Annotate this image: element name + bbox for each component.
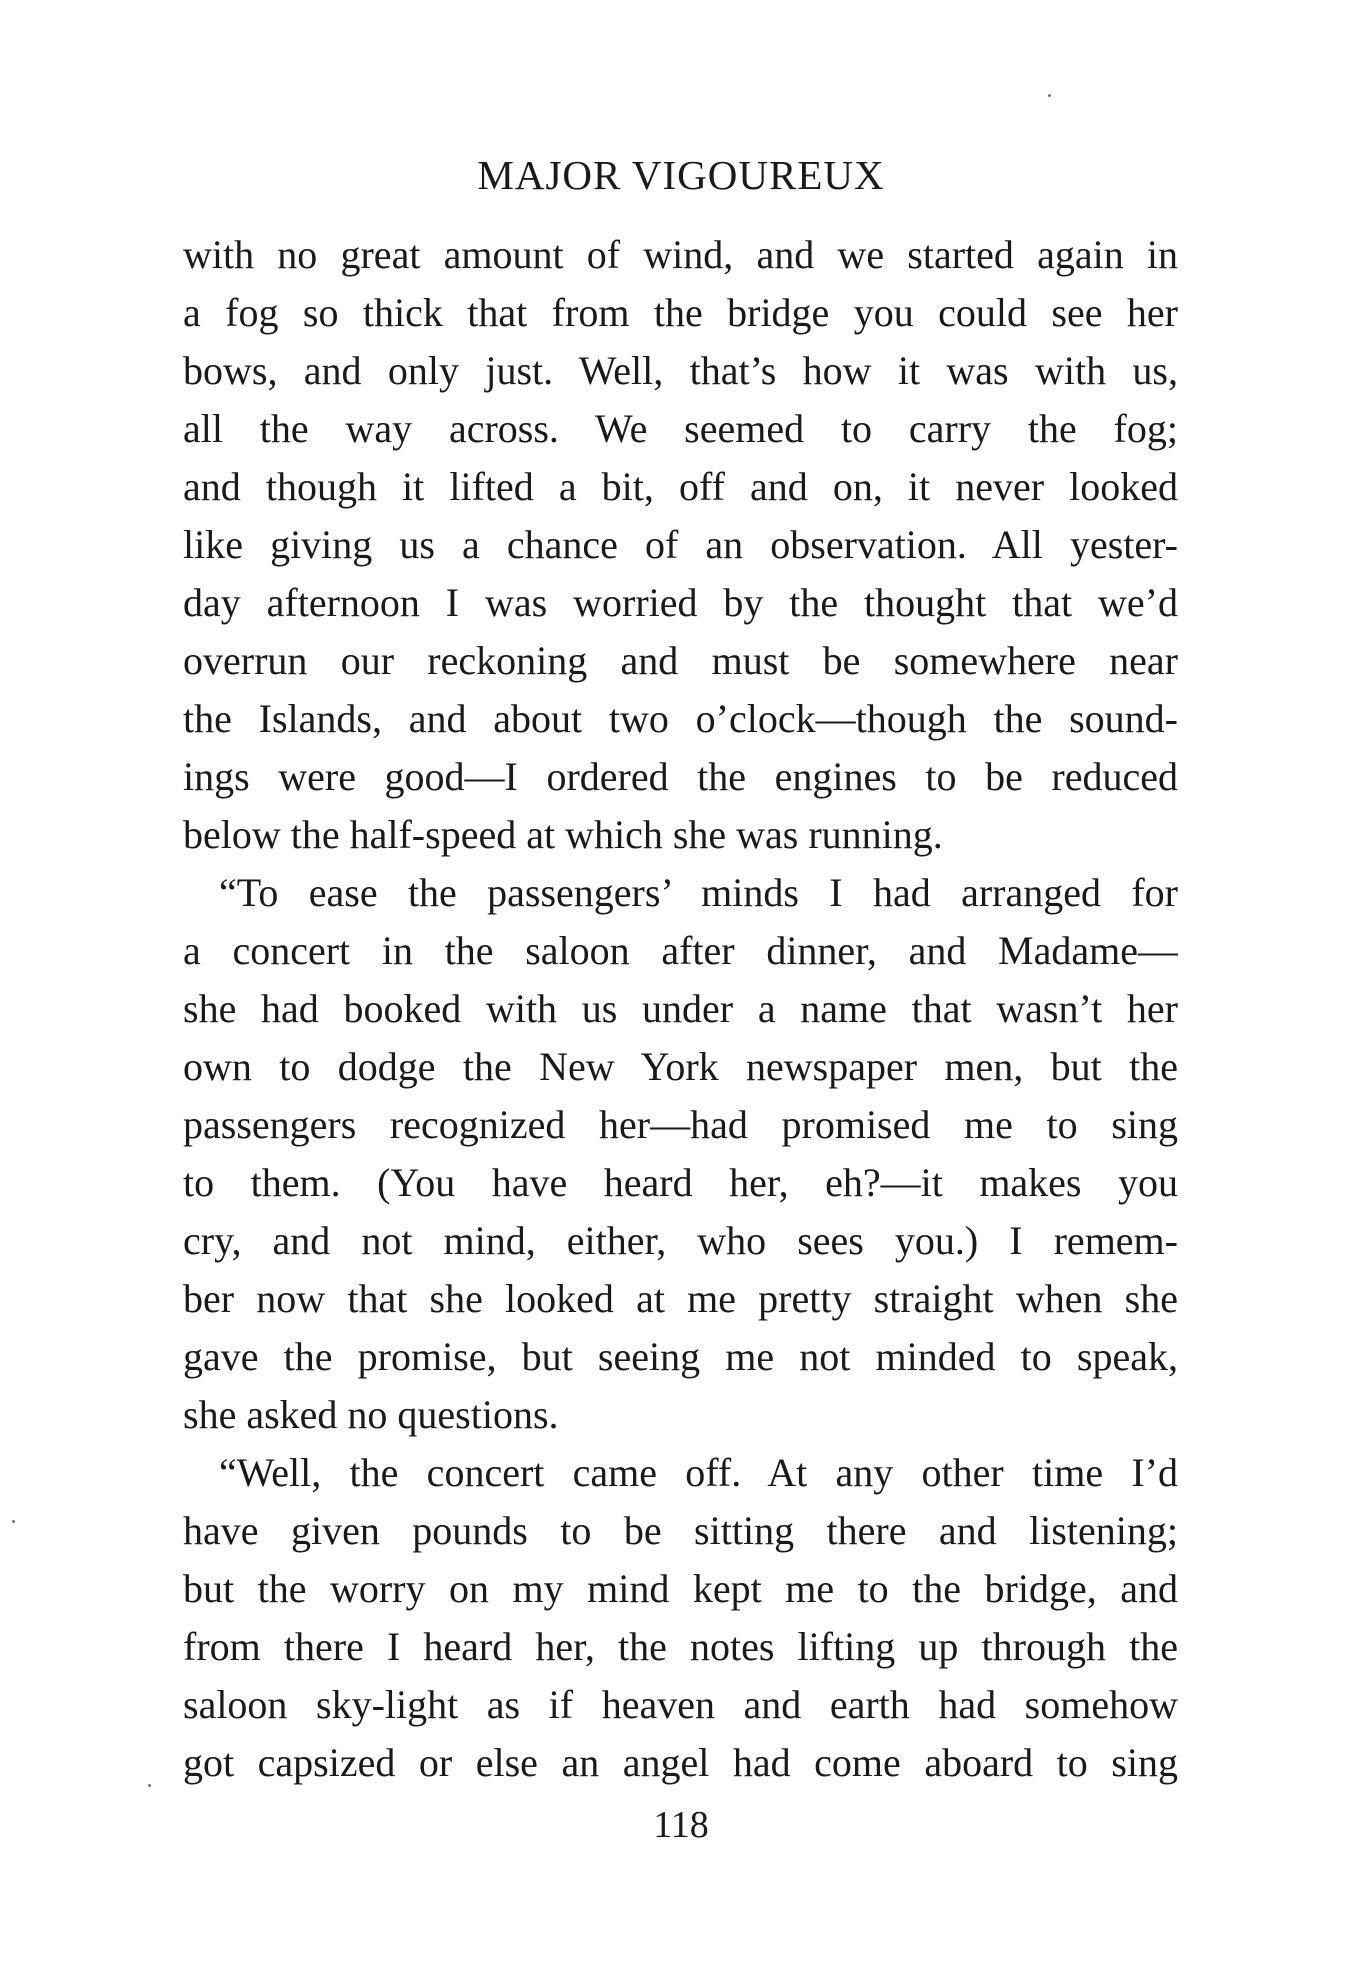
text-line: like giving us a chance of an observation. All yester- xyxy=(183,522,1178,567)
body-text xyxy=(183,226,1178,1792)
text-line: a fog so thick that from the bridge you could see her xyxy=(183,290,1178,335)
text-line: she asked no questions. xyxy=(183,1392,559,1437)
text-line: gave the promise, but seeing me not minded to speak, xyxy=(183,1334,1178,1379)
paper-speck xyxy=(12,1520,15,1523)
paper-speck xyxy=(148,1784,151,1787)
text-line: passengers recognized her—had promised me to sing xyxy=(183,1102,1178,1147)
text-line: cry, and not mind, either, who sees you.) I remem- xyxy=(183,1218,1178,1263)
text-line: day afternoon I was worried by the thought that we’d xyxy=(183,580,1178,625)
text-line: below the half-speed at which she was running. xyxy=(183,812,943,857)
text-line: but the worry on my mind kept me to the bridge, and xyxy=(183,1566,1178,1611)
text-line: overrun our reckoning and must be somewhere near xyxy=(183,638,1178,683)
text-line: got capsized or else an angel had come aboard to sing xyxy=(183,1740,1178,1785)
running-head: MAJOR VIGOUREUX xyxy=(477,152,885,198)
text-line: and though it lifted a bit, off and on, it never looked xyxy=(183,464,1178,509)
text-line: all the way across. We seemed to carry the fog; xyxy=(183,406,1178,451)
text-line: she had booked with us under a name that wasn’t her xyxy=(183,986,1178,1031)
text-line: from there I heard her, the notes lifting up through the xyxy=(183,1624,1178,1669)
text-line: have given pounds to be sitting there and listening; xyxy=(183,1508,1178,1553)
text-line: to them. (You have heard her, eh?—it makes you xyxy=(183,1160,1178,1205)
paper-speck xyxy=(1048,94,1051,97)
text-line: a concert in the saloon after dinner, and Madame— xyxy=(183,928,1178,973)
text-line: bows, and only just. Well, that’s how it was with us, xyxy=(183,348,1178,393)
text-line: own to dodge the New York newspaper men, but the xyxy=(183,1044,1178,1089)
text-line: with no great amount of wind, and we started again in xyxy=(183,232,1178,277)
page-number: 118 xyxy=(653,1804,709,1846)
text-line: the Islands, and about two o’clock—though the sound- xyxy=(183,696,1178,741)
text-line: saloon sky-light as if heaven and earth had somehow xyxy=(183,1682,1178,1727)
text-line: “Well, the concert came off. At any other time I’d xyxy=(219,1450,1178,1495)
text-line: ber now that she looked at me pretty straight when she xyxy=(183,1276,1178,1321)
text-line: “To ease the passengers’ minds I had arranged for xyxy=(219,870,1178,915)
text-line: ings were good—I ordered the engines to be reduced xyxy=(183,754,1178,799)
